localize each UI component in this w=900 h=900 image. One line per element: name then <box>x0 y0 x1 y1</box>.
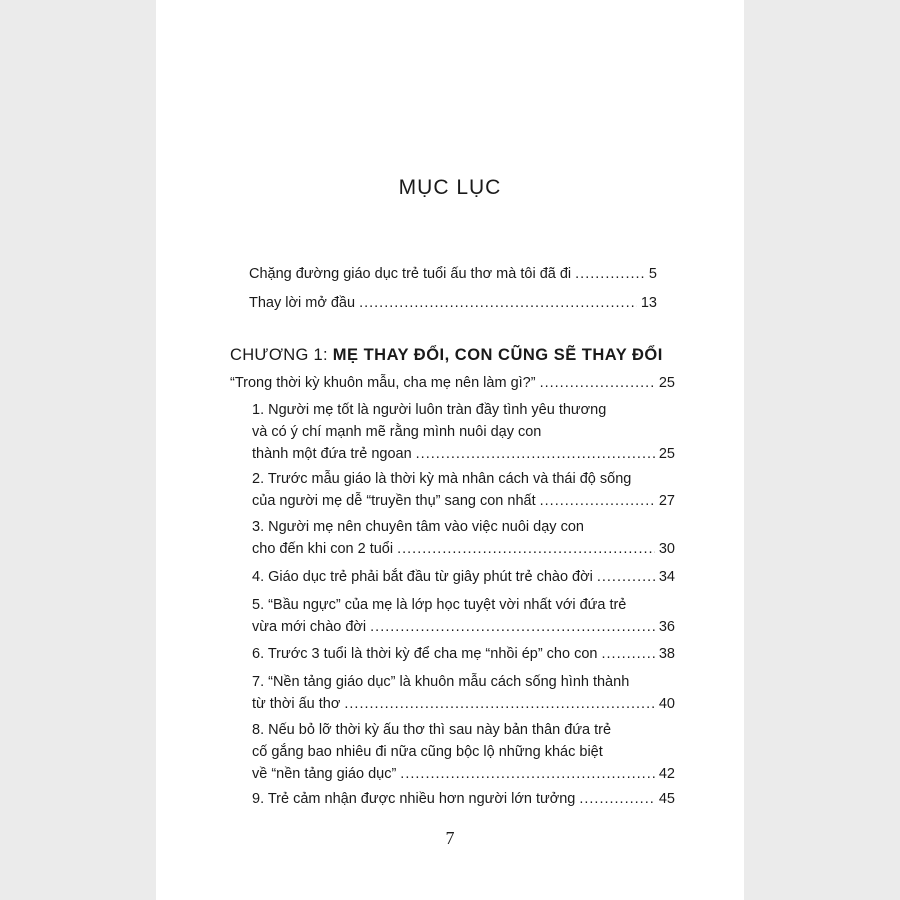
toc-entry-line: cố gắng bao nhiêu đi nữa cũng bộc lộ những khác biệt <box>252 744 603 760</box>
chapter-heading <box>230 346 663 365</box>
toc-page-number: 45 <box>658 791 675 807</box>
toc-entry-line: 1. Người mẹ tốt là người luôn tràn đầy tình yêu thương <box>252 402 607 418</box>
toc-entry-text: về “nền tảng giáo dục” <box>252 766 397 782</box>
toc-entry-line: 7. “Nền tảng giáo dục” là khuôn mẫu cách sống hình thành <box>252 674 630 690</box>
toc-entry-text: thành một đứa trẻ ngoan <box>252 446 412 462</box>
toc-page-number: 27 <box>658 493 675 509</box>
dot-leader <box>540 372 655 394</box>
dot-leader <box>597 566 655 588</box>
toc-entry[interactable] <box>252 671 675 715</box>
toc-entry-text: từ thời ấu thơ <box>252 696 341 712</box>
toc-entry[interactable] <box>252 516 675 560</box>
toc-line <box>252 693 675 715</box>
toc-entry[interactable] <box>252 566 675 588</box>
toc-entry-text: cho đến khi con 2 tuổi <box>252 541 394 557</box>
toc-entry-line: và có ý chí mạnh mẽ rằng mình nuôi dạy con <box>252 424 542 440</box>
toc-entry-line: 2. Trước mẫu giáo là thời kỳ mà nhân cách và thái độ sống <box>252 471 632 487</box>
page-number: 7 <box>445 828 455 848</box>
toc-entry[interactable] <box>252 399 675 465</box>
dot-leader <box>344 693 654 715</box>
toc-entry-text: Chặng đường giáo dục trẻ tuổi ấu thơ mà tôi đã đi <box>249 266 572 282</box>
dot-leader <box>540 490 655 512</box>
dot-leader <box>579 788 655 810</box>
toc-entry-text: vừa mới chào đời <box>252 619 367 635</box>
toc-entry-line: 3. Người mẹ nên chuyên tâm vào việc nuôi dạy con <box>252 519 584 535</box>
toc-entry-text: 4. Giáo dục trẻ phải bắt đầu từ giây phút trẻ chào đời <box>252 569 593 585</box>
toc-line <box>252 616 675 638</box>
toc-page-number: 36 <box>658 619 675 635</box>
book-page <box>156 0 744 900</box>
dot-leader <box>397 538 655 560</box>
chapter-prefix: CHƯƠNG 1: <box>230 346 328 364</box>
toc-line <box>252 788 675 810</box>
toc-line <box>252 566 675 588</box>
dot-leader <box>370 616 655 638</box>
toc-entry[interactable] <box>252 788 675 810</box>
toc-entry[interactable] <box>249 292 657 314</box>
toc-page-number: 5 <box>648 266 657 282</box>
toc-entry[interactable] <box>252 719 675 785</box>
toc-entry-text: 6. Trước 3 tuổi là thời kỳ để cha mẹ “nhồi ép” cho con <box>252 646 598 662</box>
toc-entry-text: 9. Trẻ cảm nhận được nhiều hơn người lớn tưởng <box>252 791 576 807</box>
toc-page-number: 40 <box>658 696 675 712</box>
toc-entry-line: 5. “Bầu ngực” của mẹ là lớp học tuyệt vời nhất với đứa trẻ <box>252 597 627 613</box>
dot-leader <box>575 263 645 285</box>
page-title: MỤC LỤC <box>398 176 502 199</box>
dot-leader <box>601 643 654 665</box>
toc-page-number: 42 <box>658 766 675 782</box>
toc-entry-text: Thay lời mở đầu <box>249 295 356 311</box>
toc-page-number: 30 <box>658 541 675 557</box>
toc-page-number: 34 <box>658 569 675 585</box>
toc-page-number: 25 <box>658 375 675 391</box>
toc-page-number: 13 <box>640 295 657 311</box>
toc-entry[interactable] <box>252 468 675 512</box>
toc-page-number: 38 <box>658 646 675 662</box>
toc-entry[interactable] <box>249 263 657 285</box>
toc-entry[interactable] <box>230 372 675 394</box>
toc-line <box>252 443 675 465</box>
dot-leader <box>359 292 637 314</box>
toc-entry-text: “Trong thời kỳ khuôn mẫu, cha mẹ nên làm gì?” <box>230 375 536 391</box>
toc-entry-line: 8. Nếu bỏ lỡ thời kỳ ấu thơ thì sau này bản thân đứa trẻ <box>252 722 612 738</box>
toc-line <box>252 490 675 512</box>
toc-entry[interactable] <box>252 643 675 665</box>
toc-entry[interactable] <box>252 594 675 638</box>
toc-line <box>230 372 675 394</box>
chapter-name: MẸ THAY ĐỔI, CON CŨNG SẼ THAY ĐỔI <box>332 346 663 364</box>
toc-line <box>249 292 657 314</box>
toc-line <box>252 643 675 665</box>
dot-leader <box>400 763 655 785</box>
toc-line <box>252 763 675 785</box>
dot-leader <box>416 443 655 465</box>
toc-page-number: 25 <box>658 446 675 462</box>
toc-line <box>249 263 657 285</box>
toc-entry-text: của người mẹ dễ “truyền thụ” sang con nhất <box>252 493 536 509</box>
toc-line <box>252 538 675 560</box>
